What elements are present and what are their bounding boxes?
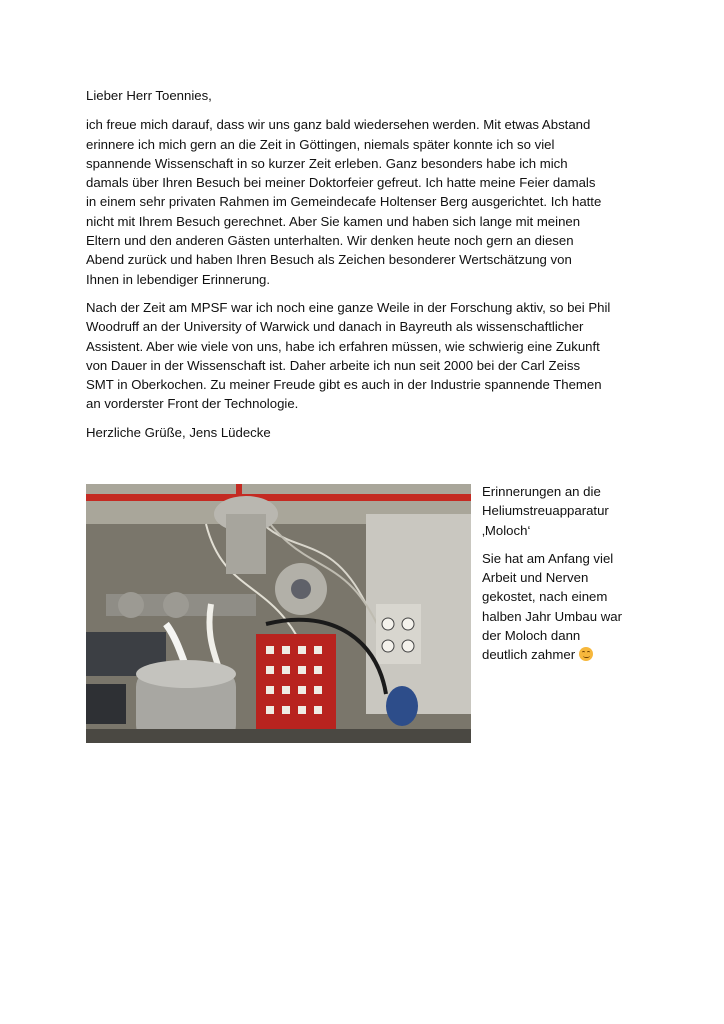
paragraph-1: ich freue mich darauf, dass wir uns ganz bald wiedersehen werden. Mit etwas Abstand erinnere ich mich gern an die Zeit in Göttingen, niemals später konnte ich so viel spannende Wissenschaft in so kurzer Zeit erleben. Ganz besonders habe ich mich damals über Ihren Besuch bei meiner Doktorfeier gefreut. Ich hatte meine Feier damals in einem sehr privaten Rahmen im Gemeindecafe Holtenser Berg ausgerichtet. Ich hatte nicht mit Ihrem Besuch gerechnet. Aber Sie kamen und haben sich lange mit meinen Eltern und den anderen Gästen unterhalten. Wir denken heute noch gern an diesen Abend zurück und haben Ihren Besuch als Zeichen besonderer Wertschätzung von Ihnen in lebendiger Erinnerung. bbox=[86, 117, 602, 287]
photo-caption bbox=[482, 482, 652, 665]
caption-title: Erinnerungen an die Heliumstreuapparatur ‚Moloch‘ bbox=[482, 484, 609, 538]
paragraph-2: Nach der Zeit am MPSF war ich noch eine ganze Weile in der Forschung aktiv, so bei Phil Woodruff an der University of Warwick und danach in Bayreuth als wissenschaftlicher Assistent. Aber wie viele von uns, habe ich erfahren müssen, wie schwierig eine Zukunft von Dauer in der Wissenschaft ist. Daher arbeite ich nun seit 2000 bei der Carl Zeiss SMT in Oberkochen. Zu meiner Freude gibt es auch in der Industrie spannende Themen an vorderster Front der Technologie. bbox=[86, 299, 611, 412]
caption-text-block bbox=[482, 549, 652, 665]
caption-text: Sie hat am Anfang viel Arbeit und Nerven gekostet, nach einem halben Jahr Umbau war der Moloch dann deutlich zahmer bbox=[482, 550, 623, 663]
letter-body bbox=[86, 86, 642, 451]
smiling-face-icon bbox=[579, 647, 593, 661]
apparatus-photo bbox=[86, 484, 471, 743]
closing-signature: Herzliche Grüße, Jens Lüdecke bbox=[86, 424, 271, 440]
greeting: Lieber Herr Toennies, bbox=[86, 88, 212, 103]
